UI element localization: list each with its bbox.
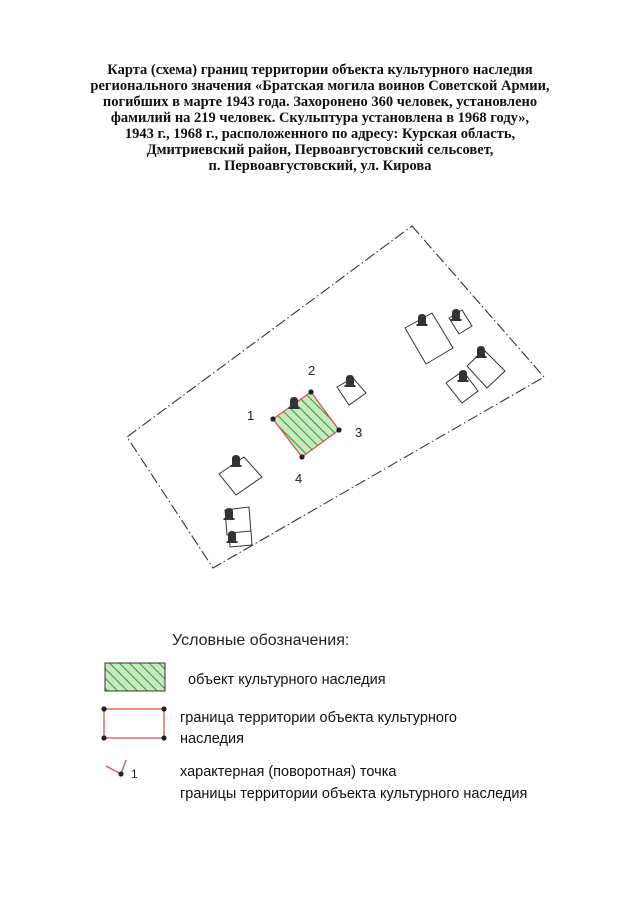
- turning-point-label-1: 1: [247, 408, 255, 423]
- title-line: погибших в марте 1943 года. Захоронено 360 человек, установлено: [102, 94, 538, 110]
- legend-heritage-symbol: [105, 663, 165, 691]
- turning-point-label-2: 2: [308, 363, 316, 378]
- legend-boundary-symbol: [101, 706, 166, 740]
- turning-point-4: [299, 454, 304, 459]
- legend-heritage-label: объект культурного наследия: [188, 672, 386, 688]
- legend-point-label-line2: границы территории объекта культурного наследия: [180, 786, 528, 802]
- title-line: п. Первоавгустовский, ул. Кирова: [208, 158, 432, 174]
- title-line: фамилий на 219 человек. Скульптура установлена в 1968 году»,: [110, 110, 530, 126]
- legend-point-sample-label: 1: [131, 767, 138, 781]
- legend-point-symbol: [106, 760, 138, 781]
- title-line: Карта (схема) границ территории объекта культурного наследия: [107, 62, 533, 78]
- legend-point-label-line1: характерная (поворотная) точка: [180, 764, 397, 780]
- title-line: Дмитриевский район, Первоавгустовский сельсовет,: [146, 142, 494, 158]
- turning-point-label-4: 4: [295, 471, 303, 486]
- turning-point-1: [270, 416, 275, 421]
- grave-plot: [224, 507, 252, 535]
- legend-title: Условные обозначения:: [172, 632, 350, 649]
- legend-boundary-label-line1: граница территории объекта культурного: [180, 710, 458, 726]
- mass-grave-monument: [289, 397, 300, 409]
- title-line: регионального значения «Братская могила воинов Советской Армии,: [90, 78, 550, 94]
- grave-plot: [219, 455, 262, 495]
- heritage-object-area: [273, 392, 339, 457]
- turning-point-2: [308, 389, 313, 394]
- grave-plot: [449, 309, 472, 334]
- site-fence-boundary: [127, 226, 544, 568]
- turning-point-3: [336, 427, 341, 432]
- grave-plot: [405, 313, 453, 364]
- turning-point-label-3: 3: [355, 425, 363, 440]
- title-line: 1943 г., 1968 г., расположенного по адресу: Курская область,: [124, 126, 516, 142]
- grave-plot: [337, 375, 366, 405]
- grave-plot: [467, 346, 505, 388]
- grave-plot: [227, 531, 253, 547]
- legend-boundary-label-line2: наследия: [180, 731, 244, 747]
- grave-plot: [446, 370, 478, 403]
